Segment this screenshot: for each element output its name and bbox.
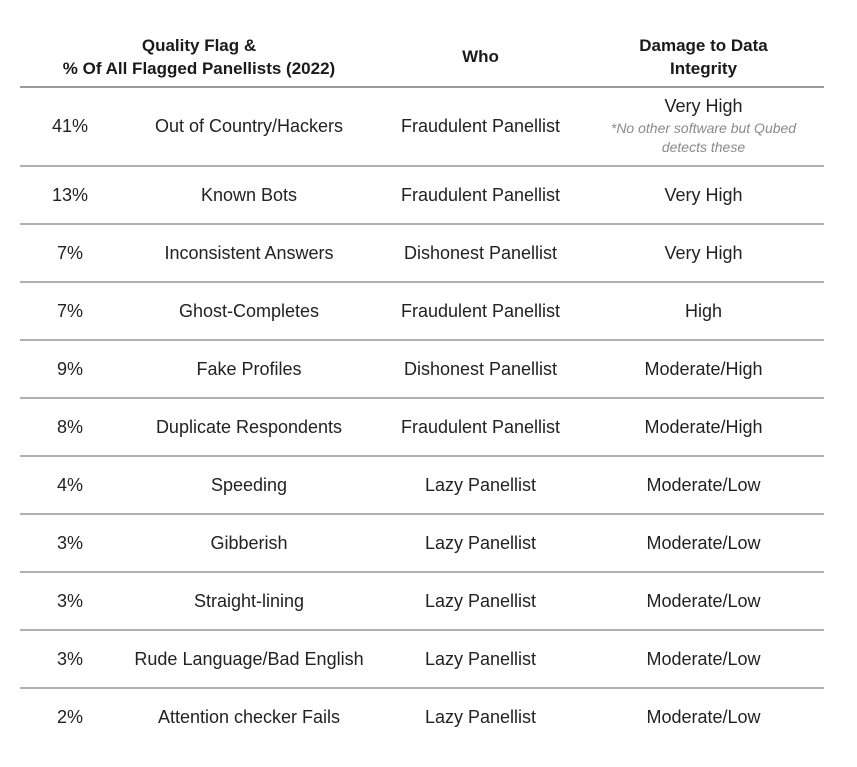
damage-cell: Moderate/High xyxy=(644,416,763,437)
table-row xyxy=(20,88,824,167)
who-cell: Lazy Panellist xyxy=(424,474,537,495)
header-damage-line2: Integrity xyxy=(669,59,738,78)
who-cell: Lazy Panellist xyxy=(424,706,537,727)
pct-cell: 2% xyxy=(56,706,83,727)
quality-flag-table xyxy=(20,28,824,745)
pct-cell: 41% xyxy=(51,116,89,136)
pct-cell: 7% xyxy=(56,300,83,321)
table-row xyxy=(20,515,824,573)
damage-note-line2: detects these xyxy=(661,139,746,155)
header-quality-flag xyxy=(20,34,378,80)
pct-cell: 4% xyxy=(56,474,83,495)
pct-cell: 3% xyxy=(56,590,83,611)
flag-cell: Attention checker Fails xyxy=(157,706,341,727)
damage-cell: High xyxy=(684,300,723,321)
table-row xyxy=(20,457,824,515)
pct-cell: 7% xyxy=(56,242,83,263)
who-cell: Dishonest Panellist xyxy=(403,242,558,263)
header-who: Who xyxy=(462,47,499,66)
header-damage xyxy=(583,34,824,80)
damage-note-line1: *No other software but Qubed xyxy=(610,120,797,136)
table-row xyxy=(20,225,824,283)
table-row xyxy=(20,341,824,399)
damage-cell: Moderate/High xyxy=(644,358,763,379)
damage-cell: Moderate/Low xyxy=(646,474,761,495)
flag-cell: Straight-lining xyxy=(193,590,305,611)
who-cell: Fraudulent Panellist xyxy=(400,116,561,136)
who-cell: Lazy Panellist xyxy=(424,590,537,611)
flag-cell: Inconsistent Answers xyxy=(164,242,334,263)
damage-value: Very High xyxy=(664,96,743,116)
pct-cell: 8% xyxy=(56,416,83,437)
flag-cell: Out of Country/Hackers xyxy=(154,116,344,136)
header-quality-flag-line1: Quality Flag & xyxy=(141,36,257,55)
who-cell: Lazy Panellist xyxy=(424,648,537,669)
flag-cell: Rude Language/Bad English xyxy=(134,648,364,669)
header-quality-flag-line2: % Of All Flagged Panellists (2022) xyxy=(62,59,336,78)
flag-cell: Fake Profiles xyxy=(196,358,302,379)
table-row xyxy=(20,399,824,457)
header-damage-line1: Damage to Data xyxy=(639,36,768,55)
table-header xyxy=(20,28,824,88)
who-cell: Fraudulent Panellist xyxy=(400,184,561,205)
flag-cell: Gibberish xyxy=(210,532,288,553)
who-cell: Fraudulent Panellist xyxy=(400,300,561,321)
flag-cell: Duplicate Respondents xyxy=(155,416,343,437)
pct-cell: 9% xyxy=(56,358,83,379)
flag-cell: Ghost-Completes xyxy=(178,300,320,321)
damage-cell: Moderate/Low xyxy=(646,532,761,553)
pct-cell: 13% xyxy=(51,184,89,205)
who-cell: Lazy Panellist xyxy=(424,532,537,553)
table-row xyxy=(20,689,824,745)
damage-note xyxy=(611,119,796,157)
damage-cell: Moderate/Low xyxy=(646,590,761,611)
damage-cell xyxy=(583,88,824,165)
who-cell: Fraudulent Panellist xyxy=(400,416,561,437)
damage-cell: Moderate/Low xyxy=(646,648,761,669)
flag-cell: Known Bots xyxy=(200,184,298,205)
table-row xyxy=(20,573,824,631)
damage-cell: Very High xyxy=(664,242,743,263)
pct-cell: 3% xyxy=(56,532,83,553)
pct-cell: 3% xyxy=(56,648,83,669)
flag-cell: Speeding xyxy=(210,474,288,495)
table-row xyxy=(20,167,824,225)
table-row xyxy=(20,631,824,689)
who-cell: Dishonest Panellist xyxy=(403,358,558,379)
damage-cell: Moderate/Low xyxy=(646,706,761,727)
table-row xyxy=(20,283,824,341)
damage-cell: Very High xyxy=(664,184,743,205)
